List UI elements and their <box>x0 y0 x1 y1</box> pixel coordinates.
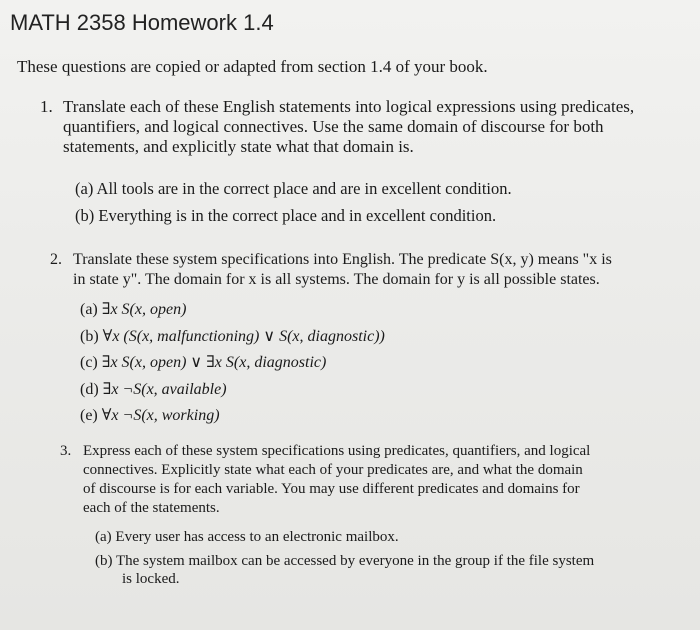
question-number: 1. <box>40 97 53 116</box>
question-2 <box>50 250 690 424</box>
question-1 <box>40 97 692 225</box>
sub-question-formula: ∀x (S(x, malfunctioning) ∨ S(x, diagnostic)) <box>102 328 385 345</box>
sub-question-label: (a) <box>75 179 94 198</box>
question-text-line: of discourse is for each variable. You may use different predicates and domains for <box>83 481 580 497</box>
sub-question-label: (a) <box>95 529 112 545</box>
question-text-line: connectives. Explicitly state what each of your predicates are, and what the domain <box>83 462 583 478</box>
question-number: 3. <box>60 443 72 459</box>
sub-question <box>80 380 227 400</box>
sub-question-text: Everything is in the correct place and in excellent condition. <box>98 206 497 225</box>
question-text-line: in state y". The domain for x is all systems. The domain for y is all possible states. <box>73 271 600 288</box>
sub-question-formula: ∃x ¬S(x, available) <box>102 381 227 398</box>
sub-question-label: (e) <box>80 407 98 424</box>
sub-question-text: All tools are in the correct place and are in excellent condition. <box>96 179 512 198</box>
sub-question <box>75 206 496 226</box>
sub-question-formula: ∃x S(x, open) ∨ ∃x S(x, diagnostic) <box>101 354 327 371</box>
question-text-line: Translate these system specifications into English. The predicate S(x, y) means "x is <box>73 251 612 268</box>
sub-question-label: (b) <box>75 206 95 225</box>
sub-question-formula: ∃x S(x, open) <box>101 301 187 318</box>
page-title: MATH 2358 Homework 1.4 <box>10 10 274 35</box>
sub-question-label: (a) <box>80 301 98 318</box>
sub-question-continuation: is locked. <box>122 571 180 587</box>
question-3 <box>60 442 680 587</box>
question-text-line: statements, and explicitly state what that domain is. <box>63 137 414 156</box>
sub-question <box>80 327 385 347</box>
question-text-line: quantifiers, and logical connectives. Use the same domain of discourse for both <box>63 117 604 136</box>
question-text-line: Express each of these system specifications using predicates, quantifiers, and logical <box>83 443 591 459</box>
sub-question <box>95 552 594 571</box>
intro-text: These questions are copied or adapted from section 1.4 of your book. <box>17 57 488 76</box>
sub-question <box>95 528 399 547</box>
sub-question-text: The system mailbox can be accessed by everyone in the group if the file system <box>115 553 595 569</box>
sub-question-formula: ∀x ¬S(x, working) <box>101 407 220 424</box>
sub-question <box>80 300 186 320</box>
question-number: 2. <box>50 251 62 268</box>
sub-question <box>80 406 220 426</box>
sub-question-label: (b) <box>95 553 113 569</box>
question-text-line: Translate each of these English statements into logical expressions using predicates, <box>63 97 635 116</box>
sub-question-label: (c) <box>80 354 98 371</box>
sub-question-text: Every user has access to an electronic mailbox. <box>115 529 399 545</box>
sub-question <box>75 179 512 199</box>
sub-question <box>80 353 326 373</box>
sub-question-label: (b) <box>80 328 99 345</box>
sub-question-label: (d) <box>80 381 99 398</box>
question-text-line: each of the statements. <box>83 500 220 516</box>
